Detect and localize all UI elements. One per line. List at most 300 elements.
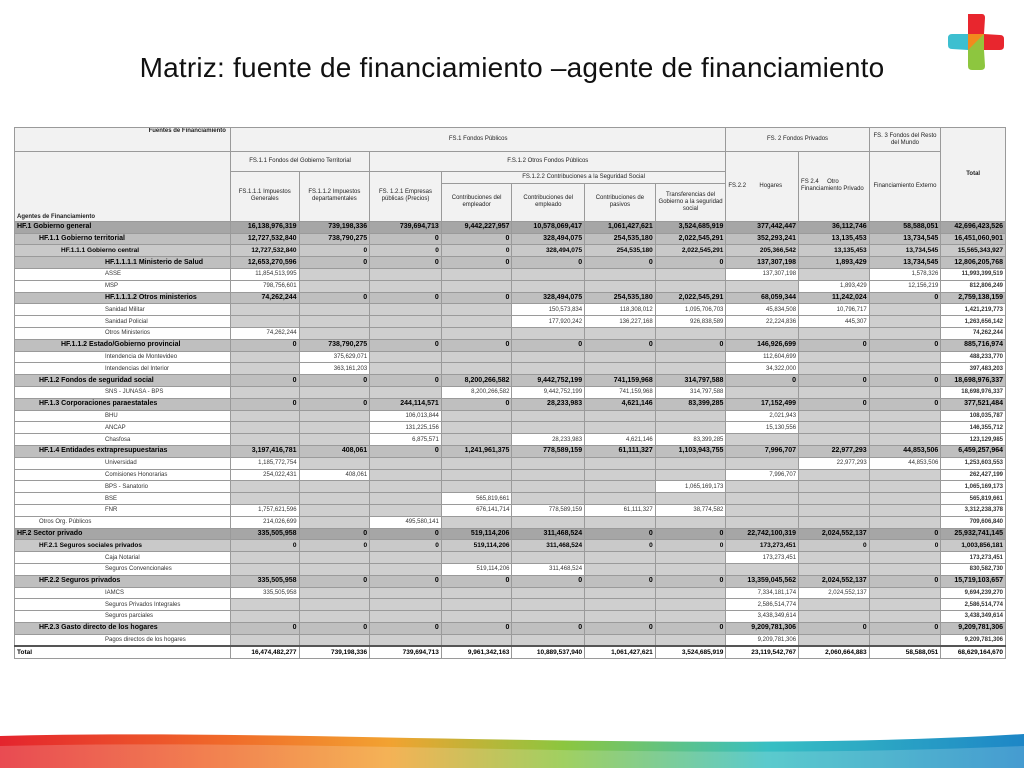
cell-financiamiento-externo: 0	[869, 528, 941, 540]
cell-contrib-pasivos: 0	[585, 528, 656, 540]
row-label: Sanidad Militar	[15, 304, 231, 316]
cell-financiamiento-externo: 12,156,219	[869, 280, 941, 292]
cell-hogares: 137,307,198	[726, 268, 799, 280]
cell-total: 6,459,257,964	[941, 445, 1006, 457]
cell-transferencias: 83,399,285	[655, 434, 726, 446]
cell-financiamiento-externo	[869, 316, 941, 328]
row-label: HF.1 Gobierno general	[15, 221, 231, 233]
cell-hogares: 17,152,499	[726, 398, 799, 410]
cell-empresas-publicas	[370, 457, 442, 469]
cell-impuestos-departamentales	[299, 587, 370, 599]
cell-impuestos-departamentales: 738,790,275	[299, 233, 370, 245]
cell-impuestos-departamentales: 0	[299, 245, 370, 257]
cell-impuestos-generales	[230, 611, 299, 623]
cell-total: 377,521,484	[941, 398, 1006, 410]
cell-hogares: 146,926,699	[726, 339, 799, 351]
row-label: Seguros Convencionales	[15, 563, 231, 575]
cell-hogares: 13,359,045,562	[726, 575, 799, 587]
cell-impuestos-generales: 0	[230, 540, 299, 552]
cell-transferencias: 2,022,545,291	[655, 245, 726, 257]
cell-otro-financiamiento	[799, 481, 870, 493]
cell-impuestos-departamentales: 0	[299, 622, 370, 634]
cell-hogares: 22,742,100,319	[726, 528, 799, 540]
cell-otro-financiamiento: 2,060,664,883	[799, 646, 870, 658]
cell-empresas-publicas	[370, 304, 442, 316]
cell-transferencias	[655, 280, 726, 292]
cell-total: 68,629,164,670	[941, 646, 1006, 658]
cell-impuestos-departamentales	[299, 386, 370, 398]
cell-impuestos-departamentales: 363,161,203	[299, 363, 370, 375]
cell-total: 146,355,712	[941, 422, 1006, 434]
cell-hogares	[726, 280, 799, 292]
cell-otro-financiamiento: 22,977,293	[799, 445, 870, 457]
cell-contrib-empleador	[441, 410, 512, 422]
cell-impuestos-departamentales: 0	[299, 575, 370, 587]
cell-financiamiento-externo: 44,853,506	[869, 445, 941, 457]
cell-contrib-empleado	[512, 481, 585, 493]
cell-transferencias	[655, 563, 726, 575]
cell-empresas-publicas	[370, 316, 442, 328]
cell-contrib-empleado: 328,494,075	[512, 292, 585, 304]
cell-contrib-pasivos: 0	[585, 622, 656, 634]
table-row	[15, 280, 1006, 292]
col-contrib-empleador: Contribuciones del empleador	[441, 183, 512, 221]
cell-total: 488,233,770	[941, 351, 1006, 363]
cell-hogares	[726, 493, 799, 505]
cell-contrib-pasivos	[585, 587, 656, 599]
cell-hogares: 137,307,198	[726, 257, 799, 269]
table-row	[15, 504, 1006, 516]
cell-contrib-empleador	[441, 422, 512, 434]
cell-contrib-empleador: 9,442,227,957	[441, 221, 512, 233]
table-row	[15, 481, 1006, 493]
cell-contrib-pasivos	[585, 634, 656, 646]
cell-transferencias: 0	[655, 622, 726, 634]
cell-total: 1,421,219,773	[941, 304, 1006, 316]
cell-contrib-empleado: 10,578,069,417	[512, 221, 585, 233]
cell-contrib-empleado: 0	[512, 257, 585, 269]
cell-contrib-empleador: 8,200,266,582	[441, 375, 512, 387]
cell-contrib-empleador: 0	[441, 622, 512, 634]
cell-impuestos-generales: 0	[230, 375, 299, 387]
cell-hogares: 173,273,451	[726, 540, 799, 552]
cell-empresas-publicas: 0	[370, 292, 442, 304]
cell-financiamiento-externo	[869, 599, 941, 611]
table-row	[15, 386, 1006, 398]
fs24-header	[799, 152, 870, 222]
row-label: HF.1.1.1.1 Ministerio de Salud	[15, 257, 231, 269]
row-label: Caja Notarial	[15, 552, 231, 564]
cell-contrib-pasivos: 254,535,180	[585, 245, 656, 257]
cell-empresas-publicas	[370, 611, 442, 623]
cell-impuestos-departamentales	[299, 280, 370, 292]
cell-impuestos-generales: 0	[230, 398, 299, 410]
cell-impuestos-generales: 798,756,601	[230, 280, 299, 292]
cell-impuestos-departamentales	[299, 327, 370, 339]
cell-contrib-empleador: 519,114,206	[441, 563, 512, 575]
cell-contrib-empleado: 28,233,983	[512, 434, 585, 446]
cell-transferencias: 38,774,582	[655, 504, 726, 516]
cell-empresas-publicas: 0	[370, 528, 442, 540]
cell-otro-financiamiento: 1,893,429	[799, 280, 870, 292]
cell-financiamiento-externo: 0	[869, 622, 941, 634]
cell-contrib-pasivos	[585, 599, 656, 611]
cell-empresas-publicas: 131,225,156	[370, 422, 442, 434]
cell-impuestos-generales	[230, 363, 299, 375]
cell-contrib-pasivos: 0	[585, 540, 656, 552]
fs3-ext-header: Financiamiento Externo	[869, 152, 941, 222]
cell-otro-financiamiento	[799, 611, 870, 623]
cell-total: 15,565,343,927	[941, 245, 1006, 257]
cell-contrib-pasivos	[585, 410, 656, 422]
cell-hogares	[726, 563, 799, 575]
cell-otro-financiamiento	[799, 634, 870, 646]
cell-financiamiento-externo	[869, 386, 941, 398]
cell-empresas-publicas	[370, 563, 442, 575]
cell-total: 9,694,239,270	[941, 587, 1006, 599]
cell-transferencias	[655, 410, 726, 422]
cell-contrib-empleado: 177,920,242	[512, 316, 585, 328]
table-row	[15, 528, 1006, 540]
row-label: HF.2.2 Seguros privados	[15, 575, 231, 587]
cell-contrib-empleador	[441, 434, 512, 446]
cell-empresas-publicas: 0	[370, 540, 442, 552]
row-label: Intendencia de Montevideo	[15, 351, 231, 363]
agentes-header: Agentes de Financiamiento	[15, 152, 231, 222]
cell-total: 123,129,985	[941, 434, 1006, 446]
cell-impuestos-departamentales	[299, 422, 370, 434]
cell-empresas-publicas: 0	[370, 339, 442, 351]
total-header: Total	[941, 128, 1006, 222]
cell-impuestos-generales	[230, 386, 299, 398]
cell-impuestos-departamentales: 0	[299, 292, 370, 304]
financing-matrix	[14, 127, 1006, 705]
cell-empresas-publicas: 495,580,141	[370, 516, 442, 528]
cell-transferencias	[655, 363, 726, 375]
cell-transferencias: 0	[655, 528, 726, 540]
cell-contrib-empleador: 0	[441, 398, 512, 410]
cell-contrib-pasivos: 4,621,146	[585, 434, 656, 446]
cell-hogares: 2,021,943	[726, 410, 799, 422]
table-row	[15, 410, 1006, 422]
cell-contrib-pasivos	[585, 611, 656, 623]
cell-impuestos-departamentales	[299, 611, 370, 623]
cell-empresas-publicas: 106,013,844	[370, 410, 442, 422]
cell-transferencias	[655, 634, 726, 646]
cell-otro-financiamiento	[799, 563, 870, 575]
cell-otro-financiamiento: 13,135,453	[799, 245, 870, 257]
cell-transferencias: 0	[655, 575, 726, 587]
row-label: HF.1.1 Gobierno territorial	[15, 233, 231, 245]
cell-contrib-pasivos	[585, 280, 656, 292]
cell-financiamiento-externo: 44,853,506	[869, 457, 941, 469]
cell-impuestos-generales: 16,138,976,319	[230, 221, 299, 233]
cell-financiamiento-externo: 1,578,326	[869, 268, 941, 280]
cell-total: 1,003,856,181	[941, 540, 1006, 552]
cell-total: 1,253,603,553	[941, 457, 1006, 469]
cell-impuestos-departamentales	[299, 493, 370, 505]
cell-contrib-pasivos: 136,227,168	[585, 316, 656, 328]
cell-impuestos-departamentales	[299, 434, 370, 446]
cell-contrib-empleador	[441, 634, 512, 646]
cell-empresas-publicas: 0	[370, 257, 442, 269]
cell-hogares	[726, 434, 799, 446]
cell-impuestos-generales	[230, 599, 299, 611]
col-impuestos-departamentales: FS.1.1.2 Impuestos departamentales	[299, 172, 370, 222]
cell-impuestos-generales	[230, 493, 299, 505]
cell-contrib-empleador	[441, 469, 512, 481]
table-row	[15, 233, 1006, 245]
cell-hogares: 9,209,781,306	[726, 634, 799, 646]
cell-contrib-pasivos	[585, 327, 656, 339]
table-row	[15, 634, 1006, 646]
cell-financiamiento-externo	[869, 516, 941, 528]
cell-hogares: 112,604,699	[726, 351, 799, 363]
cell-otro-financiamiento	[799, 351, 870, 363]
cell-empresas-publicas: 0	[370, 375, 442, 387]
cell-contrib-empleado: 9,442,752,199	[512, 386, 585, 398]
cell-contrib-empleado	[512, 469, 585, 481]
cell-contrib-empleado: 0	[512, 575, 585, 587]
cell-financiamiento-externo	[869, 363, 941, 375]
table-row	[15, 540, 1006, 552]
cell-total: 397,483,203	[941, 363, 1006, 375]
cell-otro-financiamiento: 10,796,717	[799, 304, 870, 316]
cell-financiamiento-externo: 0	[869, 292, 941, 304]
cell-impuestos-departamentales: 738,790,275	[299, 339, 370, 351]
cell-hogares: 7,334,181,174	[726, 587, 799, 599]
table-row	[15, 363, 1006, 375]
table-row	[15, 599, 1006, 611]
cell-contrib-pasivos: 0	[585, 339, 656, 351]
cell-total: 42,696,423,526	[941, 221, 1006, 233]
cell-financiamiento-externo	[869, 634, 941, 646]
cell-impuestos-generales	[230, 563, 299, 575]
table-row	[15, 257, 1006, 269]
cell-total: 709,606,840	[941, 516, 1006, 528]
table-row	[15, 434, 1006, 446]
cell-total: 1,263,656,142	[941, 316, 1006, 328]
cell-hogares: 68,059,344	[726, 292, 799, 304]
cell-contrib-pasivos	[585, 457, 656, 469]
cell-contrib-pasivos	[585, 363, 656, 375]
bottom-color-band	[0, 724, 1024, 768]
fs22-label: Hogares	[759, 182, 783, 189]
cell-empresas-publicas: 0	[370, 233, 442, 245]
cell-contrib-empleado: 778,589,159	[512, 445, 585, 457]
cell-contrib-empleador: 0	[441, 339, 512, 351]
cell-transferencias: 83,399,285	[655, 398, 726, 410]
cell-empresas-publicas	[370, 587, 442, 599]
fs11-header: FS.1.1 Fondos del Gobierno Territorial	[230, 152, 369, 172]
cell-otro-financiamiento: 1,893,429	[799, 257, 870, 269]
cell-empresas-publicas	[370, 268, 442, 280]
cell-otro-financiamiento	[799, 422, 870, 434]
cell-contrib-empleador	[441, 316, 512, 328]
cell-contrib-pasivos: 4,621,146	[585, 398, 656, 410]
cell-otro-financiamiento	[799, 552, 870, 564]
cell-financiamiento-externo	[869, 410, 941, 422]
row-label: HF.1.1.1 Gobierno central	[15, 245, 231, 257]
cell-empresas-publicas	[370, 386, 442, 398]
fs12-header: F.S.1.2 Otros Fondos Públicos	[370, 152, 726, 172]
cell-contrib-pasivos: 118,308,012	[585, 304, 656, 316]
cell-contrib-pasivos: 741,159,968	[585, 375, 656, 387]
cell-financiamiento-externo	[869, 552, 941, 564]
col-transferencias: Transferencias del Gobierno a la seguridad social	[655, 183, 726, 221]
cell-total: 830,582,730	[941, 563, 1006, 575]
cell-impuestos-generales: 16,474,482,277	[230, 646, 299, 658]
cell-contrib-empleado	[512, 410, 585, 422]
cell-contrib-empleador: 1,241,961,375	[441, 445, 512, 457]
cell-financiamiento-externo	[869, 611, 941, 623]
cell-hogares: 34,322,000	[726, 363, 799, 375]
cell-financiamiento-externo	[869, 481, 941, 493]
cell-impuestos-generales	[230, 304, 299, 316]
cell-financiamiento-externo: 13,734,545	[869, 233, 941, 245]
cell-financiamiento-externo	[869, 327, 941, 339]
cell-contrib-empleador: 519,114,206	[441, 528, 512, 540]
cell-impuestos-departamentales	[299, 516, 370, 528]
cell-hogares: 205,366,542	[726, 245, 799, 257]
cell-otro-financiamiento	[799, 410, 870, 422]
cell-transferencias: 3,524,685,919	[655, 221, 726, 233]
cell-total: 2,586,514,774	[941, 599, 1006, 611]
cell-impuestos-generales: 1,185,772,754	[230, 457, 299, 469]
cell-contrib-pasivos	[585, 268, 656, 280]
cell-empresas-publicas: 0	[370, 445, 442, 457]
cell-contrib-empleado	[512, 457, 585, 469]
cell-financiamiento-externo: 0	[869, 398, 941, 410]
cell-impuestos-generales: 12,727,532,840	[230, 233, 299, 245]
cell-impuestos-departamentales: 375,629,071	[299, 351, 370, 363]
cell-contrib-empleado	[512, 422, 585, 434]
cell-contrib-empleado	[512, 516, 585, 528]
cell-financiamiento-externo	[869, 469, 941, 481]
cell-hogares: 377,442,447	[726, 221, 799, 233]
table-row	[15, 575, 1006, 587]
row-label: Otros Org. Públicos	[15, 516, 231, 528]
row-label: BPS - Sanatorio	[15, 481, 231, 493]
cell-contrib-empleado	[512, 363, 585, 375]
row-label: FNR	[15, 504, 231, 516]
cell-contrib-empleador: 565,819,661	[441, 493, 512, 505]
cell-contrib-pasivos: 254,535,180	[585, 233, 656, 245]
matrix-body	[15, 221, 1006, 658]
cell-transferencias	[655, 599, 726, 611]
cell-contrib-pasivos: 1,061,427,621	[585, 646, 656, 658]
cell-impuestos-generales: 0	[230, 339, 299, 351]
cell-impuestos-generales: 12,727,532,840	[230, 245, 299, 257]
cell-contrib-empleador	[441, 327, 512, 339]
cell-otro-financiamiento	[799, 268, 870, 280]
cell-hogares: 352,293,241	[726, 233, 799, 245]
cell-hogares	[726, 386, 799, 398]
row-label: Sanidad Policial	[15, 316, 231, 328]
cell-total: 16,451,060,901	[941, 233, 1006, 245]
cell-total: 25,932,741,145	[941, 528, 1006, 540]
cell-transferencias: 2,022,545,291	[655, 233, 726, 245]
row-label: HF.1.3 Corporaciones paraestatales	[15, 398, 231, 410]
cell-financiamiento-externo: 0	[869, 575, 941, 587]
cell-financiamiento-externo	[869, 504, 941, 516]
cell-impuestos-departamentales	[299, 634, 370, 646]
cell-hogares: 3,438,349,614	[726, 611, 799, 623]
cell-otro-financiamiento: 2,024,552,137	[799, 587, 870, 599]
cell-impuestos-departamentales	[299, 481, 370, 493]
cell-transferencias	[655, 469, 726, 481]
cell-otro-financiamiento	[799, 504, 870, 516]
cell-financiamiento-externo: 13,734,545	[869, 245, 941, 257]
cell-impuestos-departamentales	[299, 268, 370, 280]
cell-financiamiento-externo: 58,588,051	[869, 221, 941, 233]
cell-transferencias: 0	[655, 339, 726, 351]
cell-transferencias	[655, 611, 726, 623]
cell-contrib-empleador	[441, 611, 512, 623]
cell-impuestos-generales: 74,262,244	[230, 292, 299, 304]
cell-financiamiento-externo	[869, 434, 941, 446]
cell-contrib-empleador	[441, 280, 512, 292]
cell-impuestos-generales: 11,854,513,995	[230, 268, 299, 280]
cell-impuestos-departamentales	[299, 304, 370, 316]
cell-total: 885,716,974	[941, 339, 1006, 351]
table-row	[15, 339, 1006, 351]
cell-impuestos-departamentales: 739,198,336	[299, 646, 370, 658]
cell-hogares: 7,996,707	[726, 445, 799, 457]
cell-transferencias	[655, 493, 726, 505]
cell-empresas-publicas	[370, 351, 442, 363]
cell-transferencias	[655, 552, 726, 564]
cell-impuestos-departamentales	[299, 599, 370, 611]
fs22-code: FS.2.2	[728, 182, 747, 189]
cell-contrib-empleador: 9,961,342,163	[441, 646, 512, 658]
cell-contrib-empleado: 311,468,524	[512, 528, 585, 540]
table-row	[15, 304, 1006, 316]
cell-impuestos-generales: 12,653,270,596	[230, 257, 299, 269]
table-row	[15, 646, 1006, 658]
cell-contrib-empleado	[512, 634, 585, 646]
row-label: Intendencias del Interior	[15, 363, 231, 375]
cell-contrib-pasivos: 0	[585, 575, 656, 587]
cell-contrib-pasivos	[585, 469, 656, 481]
cell-contrib-empleador: 519,114,206	[441, 540, 512, 552]
table-row	[15, 552, 1006, 564]
cell-transferencias: 2,022,545,291	[655, 292, 726, 304]
cell-otro-financiamiento: 36,112,746	[799, 221, 870, 233]
row-label: HF.2 Sector privado	[15, 528, 231, 540]
cell-impuestos-generales: 3,197,416,781	[230, 445, 299, 457]
cell-contrib-empleado: 0	[512, 339, 585, 351]
cell-total: 262,427,199	[941, 469, 1006, 481]
cell-transferencias	[655, 457, 726, 469]
cell-hogares: 0	[726, 375, 799, 387]
cell-contrib-empleador: 0	[441, 292, 512, 304]
row-label: Pagos directos de los hogares	[15, 634, 231, 646]
cell-financiamiento-externo	[869, 351, 941, 363]
row-label: Total	[15, 646, 231, 658]
cell-total: 812,806,249	[941, 280, 1006, 292]
cell-otro-financiamiento: 0	[799, 622, 870, 634]
cell-empresas-publicas	[370, 493, 442, 505]
table-row	[15, 351, 1006, 363]
cell-impuestos-departamentales	[299, 316, 370, 328]
cell-transferencias	[655, 422, 726, 434]
cell-empresas-publicas: 6,875,571	[370, 434, 442, 446]
cell-contrib-empleado: 778,589,159	[512, 504, 585, 516]
cell-hogares	[726, 504, 799, 516]
cell-impuestos-generales	[230, 552, 299, 564]
cell-contrib-empleado: 311,468,524	[512, 563, 585, 575]
